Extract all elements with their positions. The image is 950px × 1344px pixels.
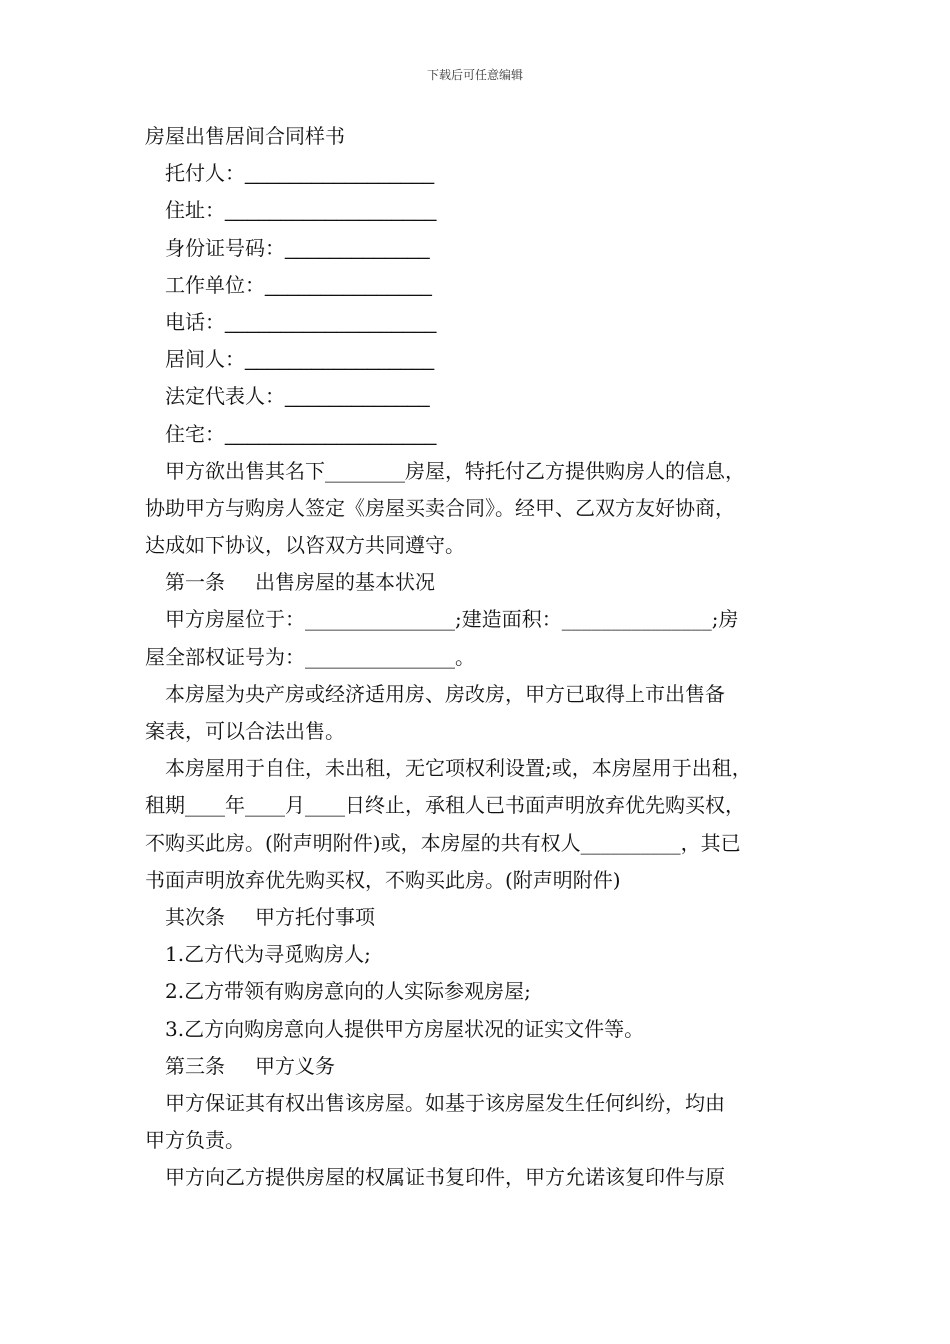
- field-employer: [145, 267, 810, 304]
- paragraph-line: 甲方房屋位于：_______________;建造面积：_______________;房: [165, 607, 739, 632]
- document-title: 房屋出售居间合同样书: [145, 124, 345, 148]
- fill-blank: _______________: [265, 274, 432, 297]
- field-label: 身份证号码：: [165, 235, 285, 260]
- article-title: 甲方托付事项: [255, 904, 375, 929]
- paragraph-line: 不购买此房。(附声明附件)或，本房屋的共有权人__________，其已: [145, 830, 741, 855]
- field-residence: [145, 416, 810, 453]
- paragraph-line: 甲方负责。: [145, 1128, 245, 1153]
- field-label: 居间人：: [165, 347, 245, 372]
- field-id-number: [145, 230, 810, 267]
- article-number: 其次条: [165, 904, 225, 929]
- fill-blank: ___________________: [225, 200, 437, 223]
- paragraph-line: 案表，可以合法出售。: [145, 719, 345, 743]
- intro-line: 协助甲方与购房人签定《房屋买卖合同》。经甲、乙双方友好协商，: [145, 495, 735, 520]
- field-label: 电话：: [165, 309, 225, 334]
- field-address: [145, 192, 810, 229]
- paragraph-line: 甲方保证其有权出售该房屋。如基于该房屋发生任何纠纷，均由: [165, 1090, 725, 1115]
- list-item: 1.乙方代为寻觅购房人;: [165, 942, 371, 967]
- paragraph-line: 本房屋用于自住，未出租，无它项权利设置;或，本房屋用于出租，: [165, 756, 752, 781]
- article-number: 第三条: [165, 1053, 225, 1078]
- fill-blank: ___________________: [225, 423, 437, 446]
- paragraph-line: 书面声明放弃优先购买权，不购买此房。(附声明附件): [145, 867, 621, 892]
- paragraph-line: 本房屋为央产房或经济适用房、房改房，甲方已取得上市出售备: [165, 681, 725, 706]
- intro-line: 达成如下协议，以咨双方共同遵守。: [145, 533, 465, 558]
- field-client: [145, 155, 810, 192]
- paragraph-line: 屋全部权证号为：_______________。: [145, 644, 475, 669]
- field-intermediary: [145, 341, 810, 378]
- article-number: 第一条: [165, 570, 225, 595]
- article-3-heading: [145, 1048, 810, 1085]
- article-1-heading: [145, 564, 810, 601]
- paragraph-line: 甲方向乙方提供房屋的权属证书复印件，甲方允诺该复印件与原: [165, 1165, 725, 1190]
- field-label: 住宅：: [165, 421, 225, 446]
- page-header-note: 下载后可任意编辑: [426, 68, 523, 82]
- fill-blank: _________________: [245, 163, 435, 186]
- fill-blank: _____________: [285, 386, 430, 409]
- list-item: 2.乙方带领有购房意向的人实际参观房屋;: [165, 979, 531, 1004]
- fill-blank: _________________: [245, 349, 435, 372]
- article-title: 甲方义务: [255, 1053, 335, 1078]
- field-label: 托付人：: [165, 161, 245, 186]
- fill-blank: _____________: [285, 237, 430, 260]
- field-label: 工作单位：: [165, 272, 265, 297]
- intro-line: 甲方欲出售其名下________房屋，特托付乙方提供购房人的信息，: [165, 458, 745, 483]
- field-legal-rep: [145, 378, 810, 415]
- field-phone: [145, 304, 810, 341]
- field-label: 法定代表人：: [165, 384, 285, 409]
- field-label: 住址：: [165, 198, 225, 223]
- paragraph-line: 租期____年____月____日终止，承租人已书面声明放弃优先购买权，: [145, 793, 745, 818]
- article-2-heading: [145, 899, 810, 936]
- fill-blank: ___________________: [225, 311, 437, 334]
- list-item: 3.乙方向购房意向人提供甲方房屋状况的证实文件等。: [165, 1016, 645, 1041]
- document-body: [145, 118, 810, 1196]
- article-title: 出售房屋的基本状况: [255, 570, 435, 595]
